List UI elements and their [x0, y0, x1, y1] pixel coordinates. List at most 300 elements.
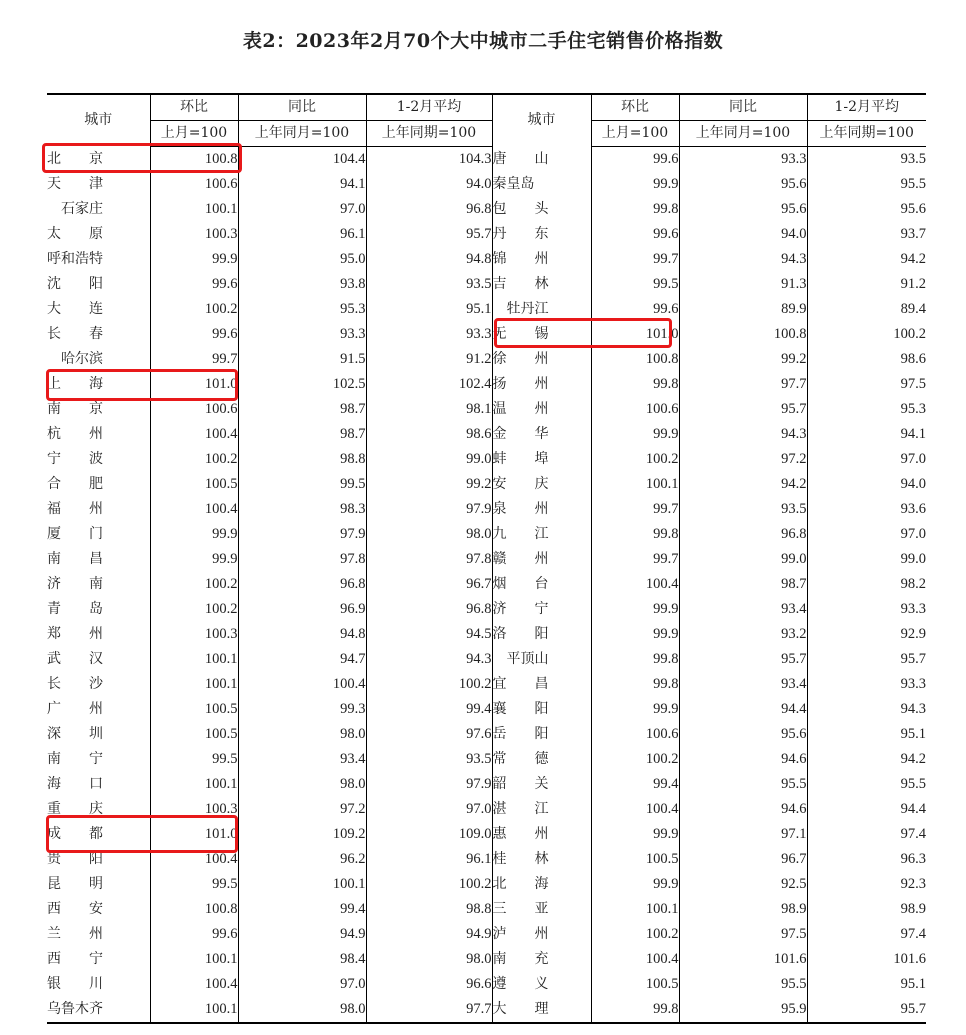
city-cell-right: 赣 州 — [492, 547, 591, 572]
avg-cell-right: 95.3 — [807, 397, 926, 422]
table-row — [47, 897, 926, 922]
header-avg-base-right: 上年同期=100 — [807, 121, 926, 147]
table-row — [47, 172, 926, 197]
avg-cell-right: 97.5 — [807, 372, 926, 397]
city-cell-left: 杭 州 — [47, 426, 103, 442]
city-cell-right: 遵 义 — [492, 972, 591, 997]
yoy-cell-left: 104.4 — [238, 147, 366, 173]
mom-cell-right: 99.6 — [591, 222, 679, 247]
avg-cell-right: 97.0 — [807, 522, 926, 547]
avg-cell-left: 98.0 — [366, 947, 492, 972]
avg-cell-left: 98.0 — [366, 522, 492, 547]
avg-cell-right: 93.6 — [807, 497, 926, 522]
mom-cell-left: 100.5 — [150, 722, 238, 747]
avg-cell-left: 93.5 — [366, 272, 492, 297]
header-yoy-base-right: 上年同月=100 — [679, 121, 807, 147]
city-cell-left: 长 沙 — [47, 676, 103, 692]
city-cell-right: 蚌 埠 — [492, 447, 591, 472]
avg-cell-right: 95.1 — [807, 722, 926, 747]
mom-cell-left: 100.4 — [150, 847, 238, 872]
city-cell-right: 烟 台 — [492, 572, 591, 597]
yoy-cell-right: 95.6 — [679, 172, 807, 197]
table-row — [47, 822, 926, 847]
avg-cell-left: 96.1 — [366, 847, 492, 872]
avg-cell-left: 93.5 — [366, 747, 492, 772]
city-cell-right: 安 庆 — [492, 472, 591, 497]
city-cell-right: 泉 州 — [492, 497, 591, 522]
avg-cell-right: 93.3 — [807, 597, 926, 622]
yoy-cell-left: 93.4 — [238, 747, 366, 772]
city-cell-right: 锦 州 — [492, 247, 591, 272]
city-cell-right: 襄 阳 — [492, 697, 591, 722]
avg-cell-right: 100.2 — [807, 322, 926, 347]
yoy-cell-left: 98.0 — [238, 772, 366, 797]
header-mom-left: 环比 — [150, 94, 238, 121]
avg-cell-right: 93.7 — [807, 222, 926, 247]
mom-cell-right: 100.6 — [591, 722, 679, 747]
avg-cell-left: 97.6 — [366, 722, 492, 747]
avg-cell-right: 97.4 — [807, 922, 926, 947]
city-cell-left: 武 汉 — [47, 651, 103, 667]
yoy-cell-left: 96.2 — [238, 847, 366, 872]
avg-cell-right: 97.4 — [807, 822, 926, 847]
table-row — [47, 997, 926, 1023]
city-cell-left: 天 津 — [47, 176, 103, 192]
yoy-cell-right: 94.3 — [679, 422, 807, 447]
yoy-cell-left: 99.3 — [238, 697, 366, 722]
mom-cell-left: 100.2 — [150, 297, 238, 322]
avg-cell-right: 96.3 — [807, 847, 926, 872]
avg-cell-left: 94.3 — [366, 647, 492, 672]
yoy-cell-left: 94.8 — [238, 622, 366, 647]
yoy-cell-left: 99.4 — [238, 897, 366, 922]
avg-cell-right: 94.3 — [807, 697, 926, 722]
yoy-cell-left: 98.3 — [238, 497, 366, 522]
yoy-cell-left: 96.9 — [238, 597, 366, 622]
mom-cell-left: 100.1 — [150, 672, 238, 697]
city-cell-left: 重 庆 — [47, 801, 103, 817]
table-row — [47, 547, 926, 572]
mom-cell-left: 100.8 — [150, 147, 238, 173]
mom-cell-left: 100.1 — [150, 997, 238, 1023]
table-row — [47, 297, 926, 322]
yoy-cell-right: 95.5 — [679, 772, 807, 797]
city-cell-right: 惠 州 — [492, 822, 591, 847]
city-cell-left: 哈尔滨 — [47, 351, 103, 367]
yoy-cell-left: 98.8 — [238, 447, 366, 472]
avg-cell-right: 99.0 — [807, 547, 926, 572]
table-row — [47, 272, 926, 297]
table-row — [47, 222, 926, 247]
table-row — [47, 722, 926, 747]
city-cell-left: 长 春 — [47, 326, 103, 342]
yoy-cell-left: 93.8 — [238, 272, 366, 297]
yoy-cell-left: 97.9 — [238, 522, 366, 547]
city-cell-left: 太 原 — [47, 226, 103, 242]
header-city-left: 城市 — [47, 94, 150, 147]
header-mom-base-left: 上月=100 — [150, 121, 238, 147]
city-cell-left: 兰 州 — [47, 926, 103, 942]
avg-cell-right: 95.1 — [807, 972, 926, 997]
table-row — [47, 772, 926, 797]
avg-cell-left: 95.7 — [366, 222, 492, 247]
avg-cell-right: 92.9 — [807, 622, 926, 647]
mom-cell-right: 99.8 — [591, 197, 679, 222]
city-cell-left: 乌鲁木齐 — [47, 997, 150, 1023]
avg-cell-left: 94.5 — [366, 622, 492, 647]
mom-cell-left: 100.3 — [150, 797, 238, 822]
avg-cell-left: 98.6 — [366, 422, 492, 447]
avg-cell-right: 94.4 — [807, 797, 926, 822]
city-cell-right: 无 锡 — [492, 322, 591, 347]
avg-cell-left: 94.8 — [366, 247, 492, 272]
city-cell-right: 唐 山 — [492, 147, 591, 173]
yoy-cell-left: 98.4 — [238, 947, 366, 972]
city-cell-right: 丹 东 — [492, 222, 591, 247]
city-cell-right: 大 理 — [492, 997, 591, 1023]
city-cell-right: 包 头 — [492, 197, 591, 222]
mom-cell-left: 100.2 — [150, 597, 238, 622]
mom-cell-left: 100.4 — [150, 422, 238, 447]
yoy-cell-left: 99.5 — [238, 472, 366, 497]
city-cell-left: 宁 波 — [47, 451, 103, 467]
yoy-cell-right: 93.3 — [679, 147, 807, 173]
mom-cell-right: 100.5 — [591, 972, 679, 997]
city-cell-right: 岳 阳 — [492, 722, 591, 747]
mom-cell-left: 101.0 — [150, 372, 238, 397]
header-avg-left: 1-2月平均 — [366, 94, 492, 121]
mom-cell-right: 100.2 — [591, 447, 679, 472]
city-cell-right: 九 江 — [492, 522, 591, 547]
yoy-cell-right: 95.5 — [679, 972, 807, 997]
yoy-cell-left: 96.8 — [238, 572, 366, 597]
mom-cell-left: 100.1 — [150, 647, 238, 672]
city-cell-right: 常 德 — [492, 747, 591, 772]
mom-cell-right: 99.6 — [591, 147, 679, 173]
avg-cell-left: 96.8 — [366, 597, 492, 622]
mom-cell-left: 100.3 — [150, 622, 238, 647]
city-cell-left: 合 肥 — [47, 476, 103, 492]
yoy-cell-right: 95.7 — [679, 397, 807, 422]
table-row — [47, 597, 926, 622]
yoy-cell-left: 94.9 — [238, 922, 366, 947]
city-cell-left: 青 岛 — [47, 601, 103, 617]
mom-cell-left: 99.9 — [150, 247, 238, 272]
mom-cell-left: 99.5 — [150, 747, 238, 772]
header-mom-right: 环比 — [591, 94, 679, 121]
city-cell-right: 韶 关 — [492, 772, 591, 797]
yoy-cell-right: 92.5 — [679, 872, 807, 897]
city-cell-left: 成 都 — [47, 826, 103, 842]
mom-cell-right: 99.9 — [591, 172, 679, 197]
table-row — [47, 497, 926, 522]
yoy-cell-right: 96.8 — [679, 522, 807, 547]
city-cell-left: 郑 州 — [47, 626, 103, 642]
city-cell-right: 金 华 — [492, 422, 591, 447]
avg-cell-left: 94.0 — [366, 172, 492, 197]
table-row — [47, 397, 926, 422]
mom-cell-left: 100.2 — [150, 572, 238, 597]
mom-cell-left: 100.5 — [150, 472, 238, 497]
mom-cell-left: 100.3 — [150, 222, 238, 247]
table-row — [47, 872, 926, 897]
mom-cell-right: 99.9 — [591, 872, 679, 897]
mom-cell-left: 100.4 — [150, 972, 238, 997]
city-cell-right: 洛 阳 — [492, 622, 591, 647]
table-row — [47, 522, 926, 547]
mom-cell-right: 100.6 — [591, 397, 679, 422]
yoy-cell-right: 94.6 — [679, 797, 807, 822]
city-cell-left: 济 南 — [47, 576, 103, 592]
mom-cell-right: 100.1 — [591, 472, 679, 497]
city-cell-right: 泸 州 — [492, 922, 591, 947]
mom-cell-left: 100.1 — [150, 772, 238, 797]
avg-cell-left: 94.9 — [366, 922, 492, 947]
mom-cell-right: 100.1 — [591, 897, 679, 922]
yoy-cell-left: 100.1 — [238, 872, 366, 897]
yoy-cell-right: 97.7 — [679, 372, 807, 397]
yoy-cell-right: 97.2 — [679, 447, 807, 472]
avg-cell-left: 97.7 — [366, 997, 492, 1023]
avg-cell-left: 95.1 — [366, 297, 492, 322]
table-row — [47, 472, 926, 497]
yoy-cell-left: 98.7 — [238, 397, 366, 422]
yoy-cell-right: 98.9 — [679, 897, 807, 922]
yoy-cell-right: 95.6 — [679, 197, 807, 222]
header-yoy-base-left: 上年同月=100 — [238, 121, 366, 147]
yoy-cell-left: 98.0 — [238, 997, 366, 1023]
mom-cell-right: 100.4 — [591, 797, 679, 822]
city-cell-left: 南 京 — [47, 401, 103, 417]
city-cell-left: 广 州 — [47, 701, 103, 717]
city-cell-left: 呼和浩特 — [47, 251, 103, 267]
yoy-cell-left: 94.7 — [238, 647, 366, 672]
avg-cell-right: 94.2 — [807, 247, 926, 272]
yoy-cell-right: 94.4 — [679, 697, 807, 722]
avg-cell-left: 102.4 — [366, 372, 492, 397]
city-cell-left: 海 口 — [47, 776, 103, 792]
yoy-cell-right: 96.7 — [679, 847, 807, 872]
yoy-cell-left: 97.2 — [238, 797, 366, 822]
mom-cell-right: 100.2 — [591, 747, 679, 772]
yoy-cell-right: 97.5 — [679, 922, 807, 947]
avg-cell-right: 95.5 — [807, 172, 926, 197]
mom-cell-right: 100.2 — [591, 922, 679, 947]
avg-cell-left: 98.8 — [366, 897, 492, 922]
city-cell-left: 石家庄 — [47, 201, 103, 217]
city-cell-right: 湛 江 — [492, 797, 591, 822]
avg-cell-right: 95.5 — [807, 772, 926, 797]
avg-cell-right: 93.3 — [807, 672, 926, 697]
avg-cell-left: 96.7 — [366, 572, 492, 597]
table-row — [47, 847, 926, 872]
table-row — [47, 422, 926, 447]
yoy-cell-left: 97.8 — [238, 547, 366, 572]
city-cell-left: 大 连 — [47, 301, 103, 317]
yoy-cell-left: 102.5 — [238, 372, 366, 397]
mom-cell-right: 101.0 — [591, 322, 679, 347]
mom-cell-right: 99.9 — [591, 422, 679, 447]
city-cell-right: 秦皇岛 — [492, 172, 591, 197]
mom-cell-right: 99.9 — [591, 597, 679, 622]
city-cell-left: 福 州 — [47, 501, 103, 517]
mom-cell-right: 99.6 — [591, 297, 679, 322]
yoy-cell-right: 94.6 — [679, 747, 807, 772]
city-cell-right: 平顶山 — [492, 647, 591, 672]
avg-cell-right: 98.6 — [807, 347, 926, 372]
mom-cell-left: 100.2 — [150, 447, 238, 472]
avg-cell-left: 100.2 — [366, 872, 492, 897]
header-city-right: 城市 — [492, 94, 591, 147]
yoy-cell-left: 97.0 — [238, 972, 366, 997]
mom-cell-left: 99.6 — [150, 922, 238, 947]
yoy-cell-right: 95.6 — [679, 722, 807, 747]
city-cell-left: 南 昌 — [47, 551, 103, 567]
avg-cell-left: 99.0 — [366, 447, 492, 472]
mom-cell-right: 99.4 — [591, 772, 679, 797]
yoy-cell-right: 94.0 — [679, 222, 807, 247]
yoy-cell-right: 99.2 — [679, 347, 807, 372]
avg-cell-right: 89.4 — [807, 297, 926, 322]
mom-cell-right: 99.8 — [591, 997, 679, 1023]
price-index-table — [47, 93, 926, 1024]
table-row — [47, 972, 926, 997]
avg-cell-right: 91.2 — [807, 272, 926, 297]
mom-cell-left: 99.9 — [150, 522, 238, 547]
avg-cell-left: 93.3 — [366, 322, 492, 347]
city-cell-left: 银 川 — [47, 976, 103, 992]
table-row — [47, 447, 926, 472]
yoy-cell-left: 95.0 — [238, 247, 366, 272]
table-row — [47, 947, 926, 972]
mom-cell-left: 100.6 — [150, 172, 238, 197]
avg-cell-left: 97.9 — [366, 497, 492, 522]
avg-cell-right: 95.6 — [807, 197, 926, 222]
avg-cell-right: 94.0 — [807, 472, 926, 497]
mom-cell-left: 100.8 — [150, 897, 238, 922]
avg-cell-right: 93.5 — [807, 147, 926, 173]
mom-cell-right: 99.9 — [591, 822, 679, 847]
table-row — [47, 372, 926, 397]
yoy-cell-right: 89.9 — [679, 297, 807, 322]
yoy-cell-left: 91.5 — [238, 347, 366, 372]
mom-cell-right: 99.8 — [591, 647, 679, 672]
yoy-cell-left: 100.4 — [238, 672, 366, 697]
yoy-cell-right: 97.1 — [679, 822, 807, 847]
mom-cell-left: 100.1 — [150, 947, 238, 972]
header-avg-base-left: 上年同期=100 — [366, 121, 492, 147]
mom-cell-left: 99.5 — [150, 872, 238, 897]
mom-cell-right: 99.7 — [591, 247, 679, 272]
mom-cell-left: 99.6 — [150, 272, 238, 297]
yoy-cell-right: 93.2 — [679, 622, 807, 647]
mom-cell-right: 100.4 — [591, 572, 679, 597]
city-cell-right: 温 州 — [492, 397, 591, 422]
header-mom-base-right: 上月=100 — [591, 121, 679, 147]
yoy-cell-right: 98.7 — [679, 572, 807, 597]
avg-cell-left: 97.0 — [366, 797, 492, 822]
yoy-cell-left: 93.3 — [238, 322, 366, 347]
city-cell-left: 沈 阳 — [47, 276, 103, 292]
yoy-cell-left: 98.0 — [238, 722, 366, 747]
yoy-cell-right: 94.3 — [679, 247, 807, 272]
table-row — [47, 922, 926, 947]
yoy-cell-right: 93.4 — [679, 672, 807, 697]
city-cell-left: 西 宁 — [47, 951, 103, 967]
table-row — [47, 197, 926, 222]
city-cell-left: 北 京 — [47, 150, 103, 167]
yoy-cell-right: 94.2 — [679, 472, 807, 497]
mom-cell-left: 100.6 — [150, 397, 238, 422]
mom-cell-right: 100.8 — [591, 347, 679, 372]
avg-cell-right: 95.7 — [807, 647, 926, 672]
city-cell-right: 三 亚 — [492, 897, 591, 922]
mom-cell-left: 99.9 — [150, 547, 238, 572]
avg-cell-right: 92.3 — [807, 872, 926, 897]
avg-cell-left: 109.0 — [366, 822, 492, 847]
yoy-cell-right: 101.6 — [679, 947, 807, 972]
yoy-cell-right: 100.8 — [679, 322, 807, 347]
avg-cell-left: 97.8 — [366, 547, 492, 572]
yoy-cell-right: 93.5 — [679, 497, 807, 522]
mom-cell-left: 99.7 — [150, 347, 238, 372]
table-body — [47, 147, 926, 1024]
mom-cell-right: 99.5 — [591, 272, 679, 297]
city-cell-left: 厦 门 — [47, 526, 103, 542]
yoy-cell-left: 98.7 — [238, 422, 366, 447]
table-row — [47, 347, 926, 372]
mom-cell-left: 100.1 — [150, 197, 238, 222]
city-cell-right: 扬 州 — [492, 372, 591, 397]
avg-cell-left: 96.6 — [366, 972, 492, 997]
table-row — [47, 247, 926, 272]
mom-cell-right: 100.5 — [591, 847, 679, 872]
header-yoy-left: 同比 — [238, 94, 366, 121]
mom-cell-right: 99.9 — [591, 622, 679, 647]
city-cell-right: 徐 州 — [492, 347, 591, 372]
mom-cell-left: 99.6 — [150, 322, 238, 347]
avg-cell-left: 98.1 — [366, 397, 492, 422]
city-cell-left: 贵 阳 — [47, 851, 103, 867]
mom-cell-right: 99.7 — [591, 547, 679, 572]
mom-cell-right: 99.7 — [591, 497, 679, 522]
table-row — [47, 322, 926, 347]
table-row — [47, 572, 926, 597]
yoy-cell-right: 95.9 — [679, 997, 807, 1023]
table-row — [47, 672, 926, 697]
city-cell-left: 西 安 — [47, 901, 103, 917]
table-row — [47, 622, 926, 647]
avg-cell-left: 91.2 — [366, 347, 492, 372]
avg-cell-right: 101.6 — [807, 947, 926, 972]
header-yoy-right: 同比 — [679, 94, 807, 121]
yoy-cell-left: 94.1 — [238, 172, 366, 197]
table-row — [47, 647, 926, 672]
city-cell-right: 宜 昌 — [492, 672, 591, 697]
table-title: 表2：2023年2月70个大中城市二手住宅销售价格指数 — [242, 30, 724, 52]
city-cell-right: 牡丹江 — [492, 297, 591, 322]
mom-cell-left: 101.0 — [150, 822, 238, 847]
table-row — [47, 147, 926, 173]
yoy-cell-right: 99.0 — [679, 547, 807, 572]
yoy-cell-left: 97.0 — [238, 197, 366, 222]
mom-cell-right: 99.8 — [591, 672, 679, 697]
avg-cell-right: 98.2 — [807, 572, 926, 597]
city-cell-right: 桂 林 — [492, 847, 591, 872]
mom-cell-left: 100.5 — [150, 697, 238, 722]
avg-cell-left: 99.4 — [366, 697, 492, 722]
avg-cell-left: 100.2 — [366, 672, 492, 697]
